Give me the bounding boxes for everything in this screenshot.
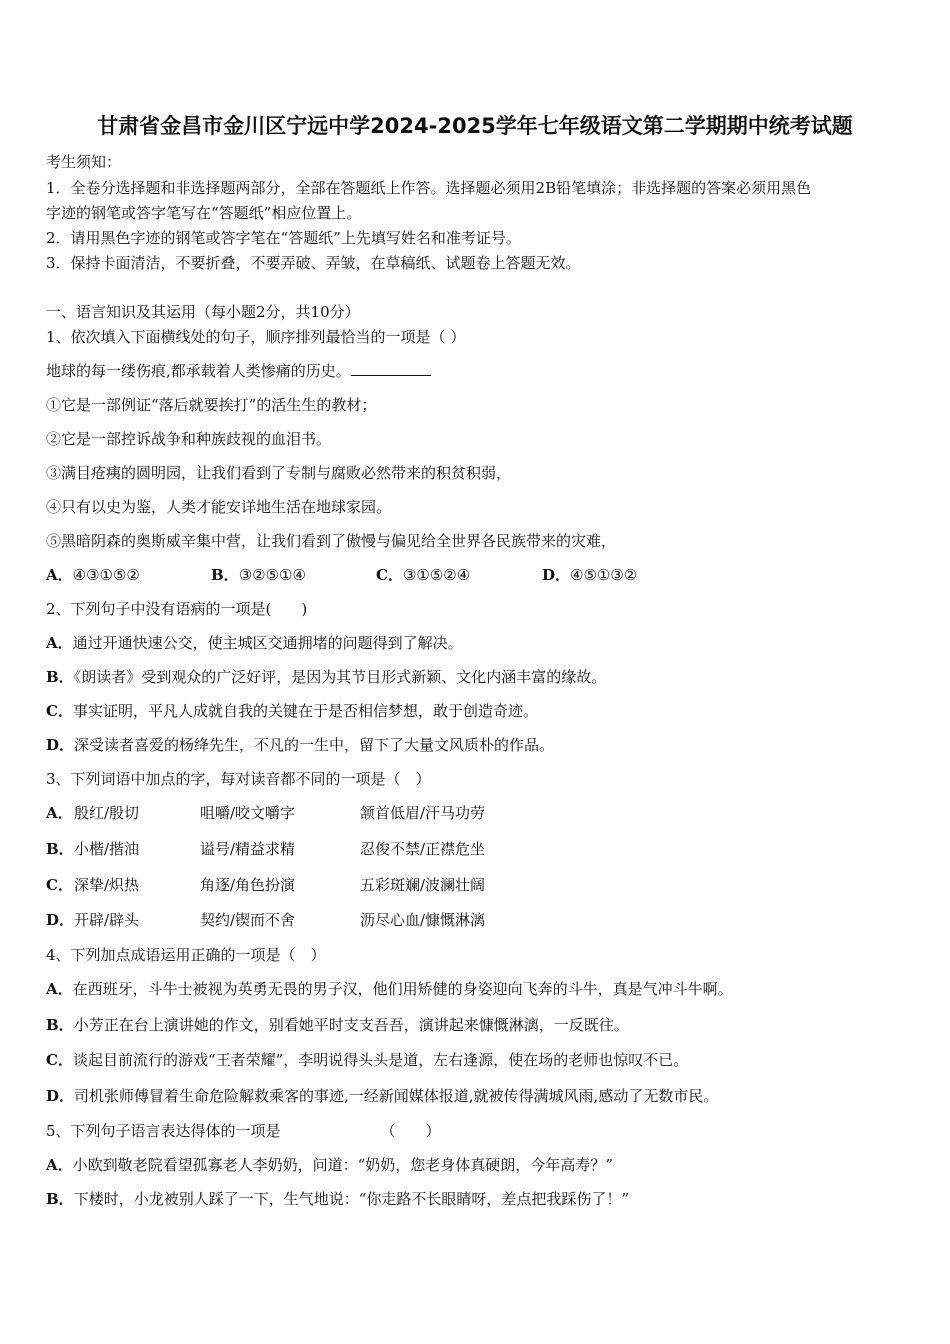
exam-title: 甘肃省金昌市金川区宁远中学2024-2025学年七年级语文第二学期期中统考试题 bbox=[97, 114, 853, 138]
option-b: B．小芳正在台上演讲她的作文，别看她平时支支吾吾，演讲起来慷慨淋漓，一反既往。 bbox=[46, 1016, 629, 1034]
notice-item: 1．全卷分选择题和非选择题两部分，全部在答题纸上作答。选择题必须用2B铅笔填涂；非选择题的答案必须用黑色 bbox=[46, 179, 812, 197]
option-d: D．深受读者喜爱的杨绛先生，不凡的一生中，留下了大量文风质朴的作品。 bbox=[46, 736, 555, 754]
question-passage bbox=[46, 361, 431, 381]
answer-paren: （ ） bbox=[380, 1122, 441, 1140]
question-stem: 3、下列词语中加点的字，每对读音都不同的一项是（ ） bbox=[46, 770, 431, 788]
sentence-item: ①它是一部例证“落后就要挨打”的活生生的教材； bbox=[46, 396, 377, 414]
sentence-item: ④只有以史为鉴，人类才能安详地生活在地球家园。 bbox=[46, 498, 392, 516]
passage-text: 地球的每一缕伤痕,都承载着人类惨痛的历史。 bbox=[46, 362, 351, 380]
option-c: C．谈起目前流行的游戏“王者荣耀”，李明说得头头是道，左右逢源，使在场的老师也惊叹不已。 bbox=[46, 1051, 689, 1069]
question-stem: 4、下列加点成语运用正确的一项是（ ） bbox=[46, 946, 326, 964]
sentence-item: ⑤黑暗阴森的奥斯威辛集中营，让我们看到了傲慢与偏见给全世界各民族带来的灾难， bbox=[46, 532, 617, 550]
section-heading: 一、语言知识及其运用（每小题2分，共10分） bbox=[46, 303, 360, 321]
question-stem: 2、下列句子中没有语病的一项是( ) bbox=[46, 600, 308, 618]
answer-blank bbox=[351, 361, 431, 376]
sentence-item: ③满目疮痍的圆明园，让我们看到了专制与腐败必然带来的积贫积弱， bbox=[46, 464, 512, 482]
question-stem: 1、依次填入下面横线处的句子，顺序排列最恰当的一项是（ ） bbox=[46, 328, 466, 346]
option-b: B．《朗读者》受到观众的广泛好评，是因为其节目形式新颖、文化内涵丰富的缘故。 bbox=[46, 668, 607, 686]
option-d: D．司机张师傅冒着生命危险解救乘客的事迹,一经新闻媒体报道,就被传得满城风雨,感动了无数市民。 bbox=[46, 1087, 719, 1105]
option-c: C．事实证明，平凡人成就自我的关键在于是否相信梦想，敢于创造奇迹。 bbox=[46, 702, 538, 720]
option-a: A．小欧到敬老院看望孤寡老人李奶奶，问道：“奶奶，您老身体真硬朗，今年高寿？” bbox=[46, 1156, 613, 1174]
option-d: D．④⑤①③② bbox=[542, 566, 638, 584]
option-a: A．④③①⑤② bbox=[46, 566, 140, 584]
option-a: A．通过开通快速公交，使主城区交通拥堵的问题得到了解决。 bbox=[46, 634, 463, 652]
notice-item: 2．请用黑色字迹的钢笔或答字笔在“答题纸”上先填写姓名和准考证号。 bbox=[46, 229, 521, 247]
option-c: C．③①⑤②④ bbox=[376, 566, 471, 584]
option-b: B．下楼时，小龙被别人踩了一下，生气地说：“你走路不长眼睛呀，差点把我踩伤了！” bbox=[46, 1190, 630, 1208]
sentence-item: ②它是一部控诉战争和种族歧视的血泪书。 bbox=[46, 430, 332, 448]
option-a: A．在西班牙，斗牛士被视为英勇无畏的男子汉，他们用矫健的身姿迎向飞奔的斗牛，真是气冲斗牛啊。 bbox=[46, 980, 733, 998]
question-stem: 5、下列句子语言表达得体的一项是 （ ） bbox=[46, 1122, 441, 1140]
notice-heading: 考生须知： bbox=[46, 153, 122, 171]
notice-item: 字迹的钢笔或答字笔写在“答题纸”相应位置上。 bbox=[46, 204, 362, 222]
notice-item: 3．保持卡面清洁，不要折叠，不要弄破、弄皱，在草稿纸、试题卷上答题无效。 bbox=[46, 254, 581, 272]
option-b: B．③②⑤①④ bbox=[211, 566, 306, 584]
exam-page: 甘肃省金昌市金川区宁远中学2024-2025学年七年级语文第二学期期中统考试题 考生须知： 1．全卷分选择题和非选择题两部分，全部在答题纸上作答。选择题必须用2B铅笔填涂；非选择题的答案必须用黑色 字迹的钢笔或答字笔写在“答题纸”相应位置上。 2．请用黑色字迹的钢笔或答字笔在“答题纸”上先填写姓名和准考证号。 3．保持卡面清洁，不要折叠，不要弄破、弄皱，在草稿纸、试题卷上答题无效。 一、语言知识及其运用（每小题2分，共10分） 1、依次填入下面横线处的句子，顺序排列最恰当的一项是（ ） 地球的每一缕伤痕,都承载着人类惨痛的历史。 ①它是一部例证“落后就要挨打”的活生生的教材； ②它是一部控诉战争和种族歧视的血泪书。 ③满目疮痍的圆明园，让我们看到了专制与腐败必然带来的积贫积弱， ④只有以史为鉴，人类才能安详地生活在地球家园。 ⑤黑暗阴森的奥斯威辛集中营，让我们看到了傲慢与偏见给全世界各民族带来的灾难， A．④③①⑤② B．③②⑤①④ C．③①⑤②④ D．④⑤①③② 2、下列句子中没有语病的一项是( ) A．通过开通快速公交，使主城区交通拥堵的问题得到了解决。 B．《朗读者》受到观众的广泛好评，是因为其节目形式新颖、文化内涵丰富的缘故。 C．事实证明，平凡人成就自我的关键在于是否相信梦想，敢于创造奇迹。 D．深受读者喜爱的杨绛先生，不凡的一生中，留下了大量文风质朴的作品。 3、下列词语中加点的字，每对读音都不同的一项是（ ） A． 殷红/殷切 咀嚼/咬文嚼字 颔首低眉/汗马功劳 B． 小楷/揩油 谥号/精益求精 忍俊不禁/正襟危坐 C． 深挚/炽热 角逐/角色扮演 五彩斑斓/波澜壮阔 D． 开辟/辟头 契约/锲而不舍 沥尽心血/慷慨淋漓 4、下列加点成语运用正确的一项是（ ） A．在西班牙，斗牛士被视为英勇无畏的男子汉，他们用矫健的身姿迎向飞奔的斗牛，真是气冲斗牛啊。 B．小芳正在台上演讲她的作文，别看她平时支支吾吾，演讲起来慷慨淋漓，一反既往。 C．谈起目前流行的游戏“王者荣耀”，李明说得头头是道，左右逢源，使在场的老师也惊叹不已。 D．司机张师傅冒着生命危险解救乘客的事迹,一经新闻媒体报道,就被传得满城风雨,感动了无数市民。 5、下列句子语言表达得体的一项是 （ ） A．小欧到敬老院看望孤寡老人李奶奶，问道：“奶奶，您老身体真硬朗，今年高寿？” B．下楼时，小龙被别人踩了一下，生气地说：“你走路不长眼睛呀，差点把我踩伤了！” bbox=[0, 0, 950, 1344]
